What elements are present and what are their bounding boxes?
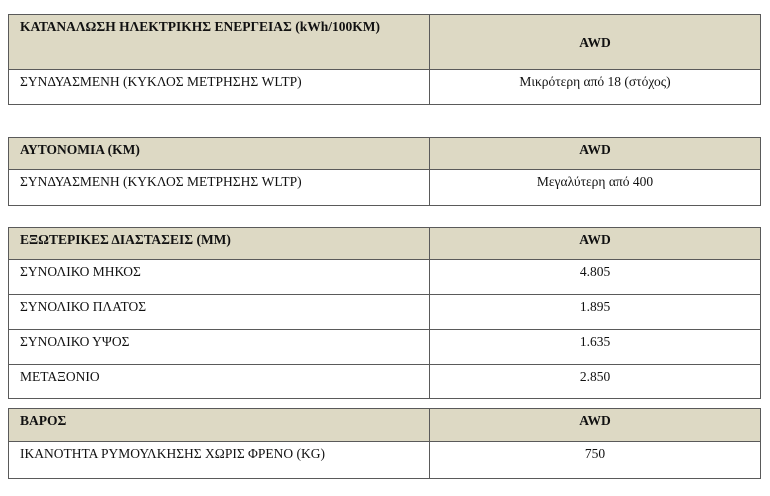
energy-consumption-table bbox=[8, 14, 761, 105]
towing-capacity-unbraked-label: ΙΚΑΝΟΤΗΤΑ ΡΥΜΟΥΛΚΗΣΗΣ ΧΩΡΙΣ ΦΡΕΝΟ (KG) bbox=[9, 442, 430, 479]
drivetrain-awd-heading: AWD bbox=[430, 138, 761, 170]
table-row bbox=[9, 70, 761, 105]
overall-height-label: ΣΥΝΟΛΙΚΟ ΥΨΟΣ bbox=[9, 330, 430, 365]
range-table bbox=[8, 137, 761, 206]
table-header-row bbox=[9, 409, 761, 442]
weight-table bbox=[8, 408, 761, 479]
exterior-dimensions-table bbox=[8, 227, 761, 399]
drivetrain-awd-heading: AWD bbox=[430, 409, 761, 442]
table-header-row bbox=[9, 138, 761, 170]
overall-width-label: ΣΥΝΟΛΙΚΟ ΠΛΑΤΟΣ bbox=[9, 295, 430, 330]
overall-length-value: 4.805 bbox=[430, 260, 761, 295]
table-row bbox=[9, 170, 761, 206]
combined-wltp-label: ΣΥΝΔΥΑΣΜΕΝΗ (ΚΥΚΛΟΣ ΜΕΤΡΗΣΗΣ WLTP) bbox=[9, 70, 430, 105]
table-row bbox=[9, 365, 761, 399]
exterior-dimensions-heading: ΕΞΩΤΕΡΙΚΕΣ ΔΙΑΣΤΑΣΕΙΣ (MM) bbox=[9, 228, 430, 260]
combined-wltp-label: ΣΥΝΔΥΑΣΜΕΝΗ (ΚΥΚΛΟΣ ΜΕΤΡΗΣΗΣ WLTP) bbox=[9, 170, 430, 206]
towing-capacity-unbraked-value: 750 bbox=[430, 442, 761, 479]
table-row bbox=[9, 260, 761, 295]
table-row bbox=[9, 442, 761, 479]
overall-width-value: 1.895 bbox=[430, 295, 761, 330]
table-row bbox=[9, 330, 761, 365]
overall-height-value: 1.635 bbox=[430, 330, 761, 365]
range-heading: ΑΥΤΟΝΟΜΙΑ (KM) bbox=[9, 138, 430, 170]
table-row bbox=[9, 295, 761, 330]
wheelbase-value: 2.850 bbox=[430, 365, 761, 399]
table-header-row bbox=[9, 15, 761, 70]
combined-range-value: Μεγαλύτερη από 400 bbox=[430, 170, 761, 206]
overall-length-label: ΣΥΝΟΛΙΚΟ ΜΗΚΟΣ bbox=[9, 260, 430, 295]
drivetrain-awd-heading: AWD bbox=[430, 15, 761, 70]
table-header-row bbox=[9, 228, 761, 260]
weight-heading: ΒΑΡΟΣ bbox=[9, 409, 430, 442]
combined-consumption-value: Μικρότερη από 18 (στόχος) bbox=[430, 70, 761, 105]
wheelbase-label: ΜΕΤΑΞΟΝΙΟ bbox=[9, 365, 430, 399]
drivetrain-awd-heading: AWD bbox=[430, 228, 761, 260]
energy-consumption-heading: ΚΑΤΑΝΑΛΩΣΗ ΗΛΕΚΤΡΙΚΗΣ ΕΝΕΡΓΕΙΑΣ (kWh/100KM) bbox=[9, 15, 430, 70]
